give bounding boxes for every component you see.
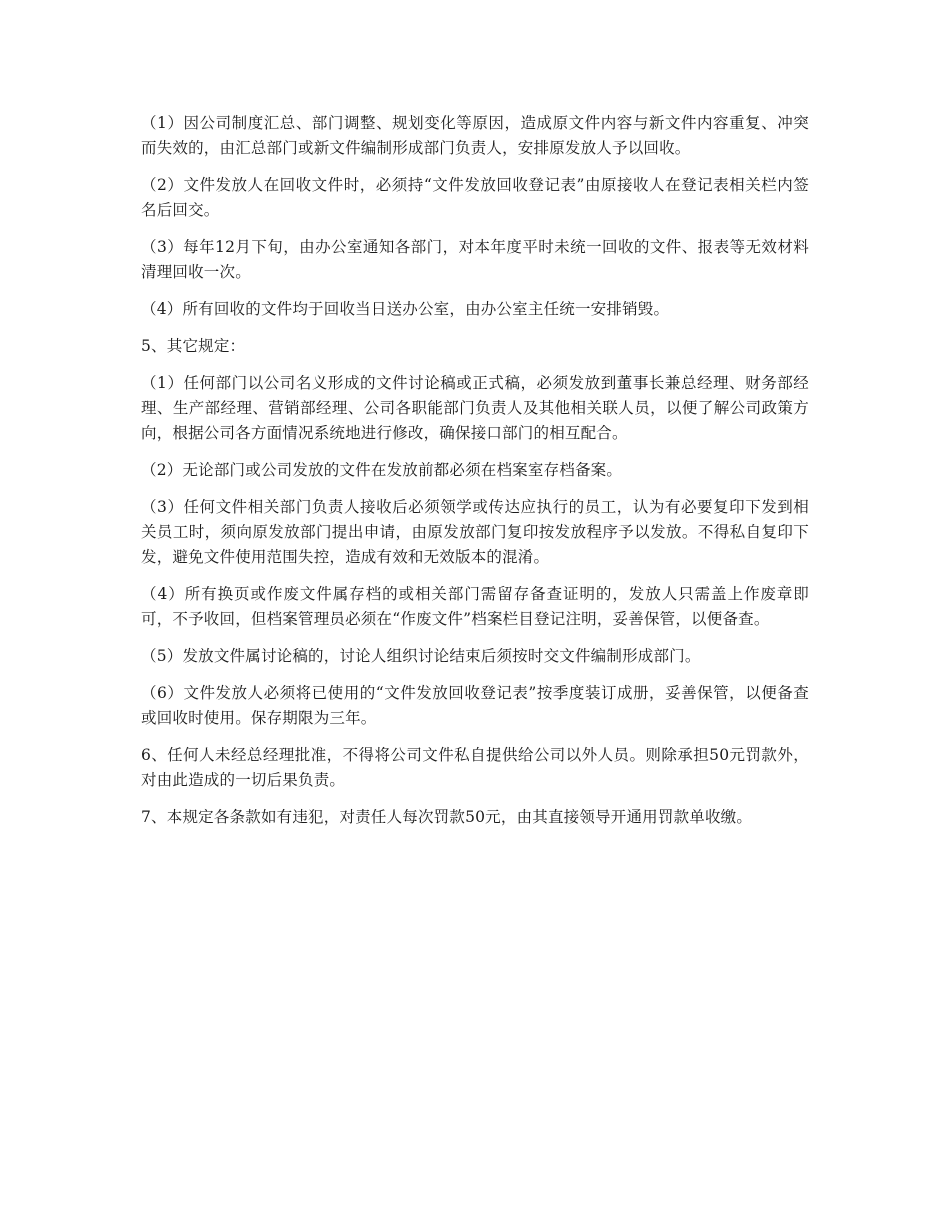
paragraph-destruction: （4）所有回收的文件均于回收当日送办公室，由办公室主任统一安排销毁。 bbox=[141, 300, 670, 318]
paragraph-distribution-scope: （1）任何部门以公司名义形成的文件讨论稿或正式稿，必须发放到董事长兼总经理、财务部经理、生产部经理、营销部经理、公司各职能部门负责人及其他相关联人员，以便了解公司政策方向，根据公司各方面情况系统地进行修改，确保接口部门的相互配合。 bbox=[141, 374, 809, 442]
paragraph-copy-request: （3）任何文件相关部门负责人接收后必须领学或传达应执行的员工，认为有必要复印下发到相关员工时，须向原发放部门提出申请，由原发放部门复印按发放程序予以发放。不得私自复印下发，避免文件使用范围失控，造成有效和无效版本的混淆。 bbox=[141, 498, 809, 566]
paragraph-register-binding: （6）文件发放人必须将已使用的“文件发放回收登记表”按季度装订成册，妥善保管，以便备查或回收时使用。保存期限为三年。 bbox=[141, 684, 809, 727]
paragraph-external-disclosure: 6、任何人未经总经理批准，不得将公司文件私自提供给公司以外人员。则除承担50元罚款外，对由此造成的一切后果负责。 bbox=[141, 746, 809, 789]
paragraph-recall-signature: （2）文件发放人在回收文件时，必须持“文件发放回收登记表”由原接收人在登记表相关栏内签名后回交。 bbox=[141, 176, 809, 219]
paragraph-discussion-draft: （5）发放文件属讨论稿的，讨论人组织讨论结束后须按时交文件编制形成部门。 bbox=[141, 647, 701, 665]
paragraph-archive-filing: （2）无论部门或公司发放的文件在发放前都必须在档案室存档备案。 bbox=[141, 461, 623, 479]
paragraph-void-documents: （4）所有换页或作废文件属存档的或相关部门需留存备查证明的，发放人只需盖上作废章即可，不予收回，但档案管理员必须在“作废文件”档案栏目登记注明，妥善保管，以便备查。 bbox=[141, 585, 809, 628]
paragraph-recall-reason: （1）因公司制度汇总、部门调整、规划变化等原因，造成原文件内容与新文件内容重复、冲突而失效的，由汇总部门或新文件编制形成部门负责人，安排原发放人予以回收。 bbox=[141, 114, 809, 157]
document-body bbox=[141, 111, 809, 842]
section-heading-other-rules: 5、其它规定： bbox=[141, 337, 246, 355]
paragraph-annual-cleanup: （3）每年12月下旬，由办公室通知各部门，对本年度平时未统一回收的文件、报表等无效材料清理回收一次。 bbox=[141, 238, 809, 281]
paragraph-penalty: 7、本规定各条款如有违犯，对责任人每次罚款50元，由其直接领导开通用罚款单收缴。 bbox=[141, 808, 753, 826]
